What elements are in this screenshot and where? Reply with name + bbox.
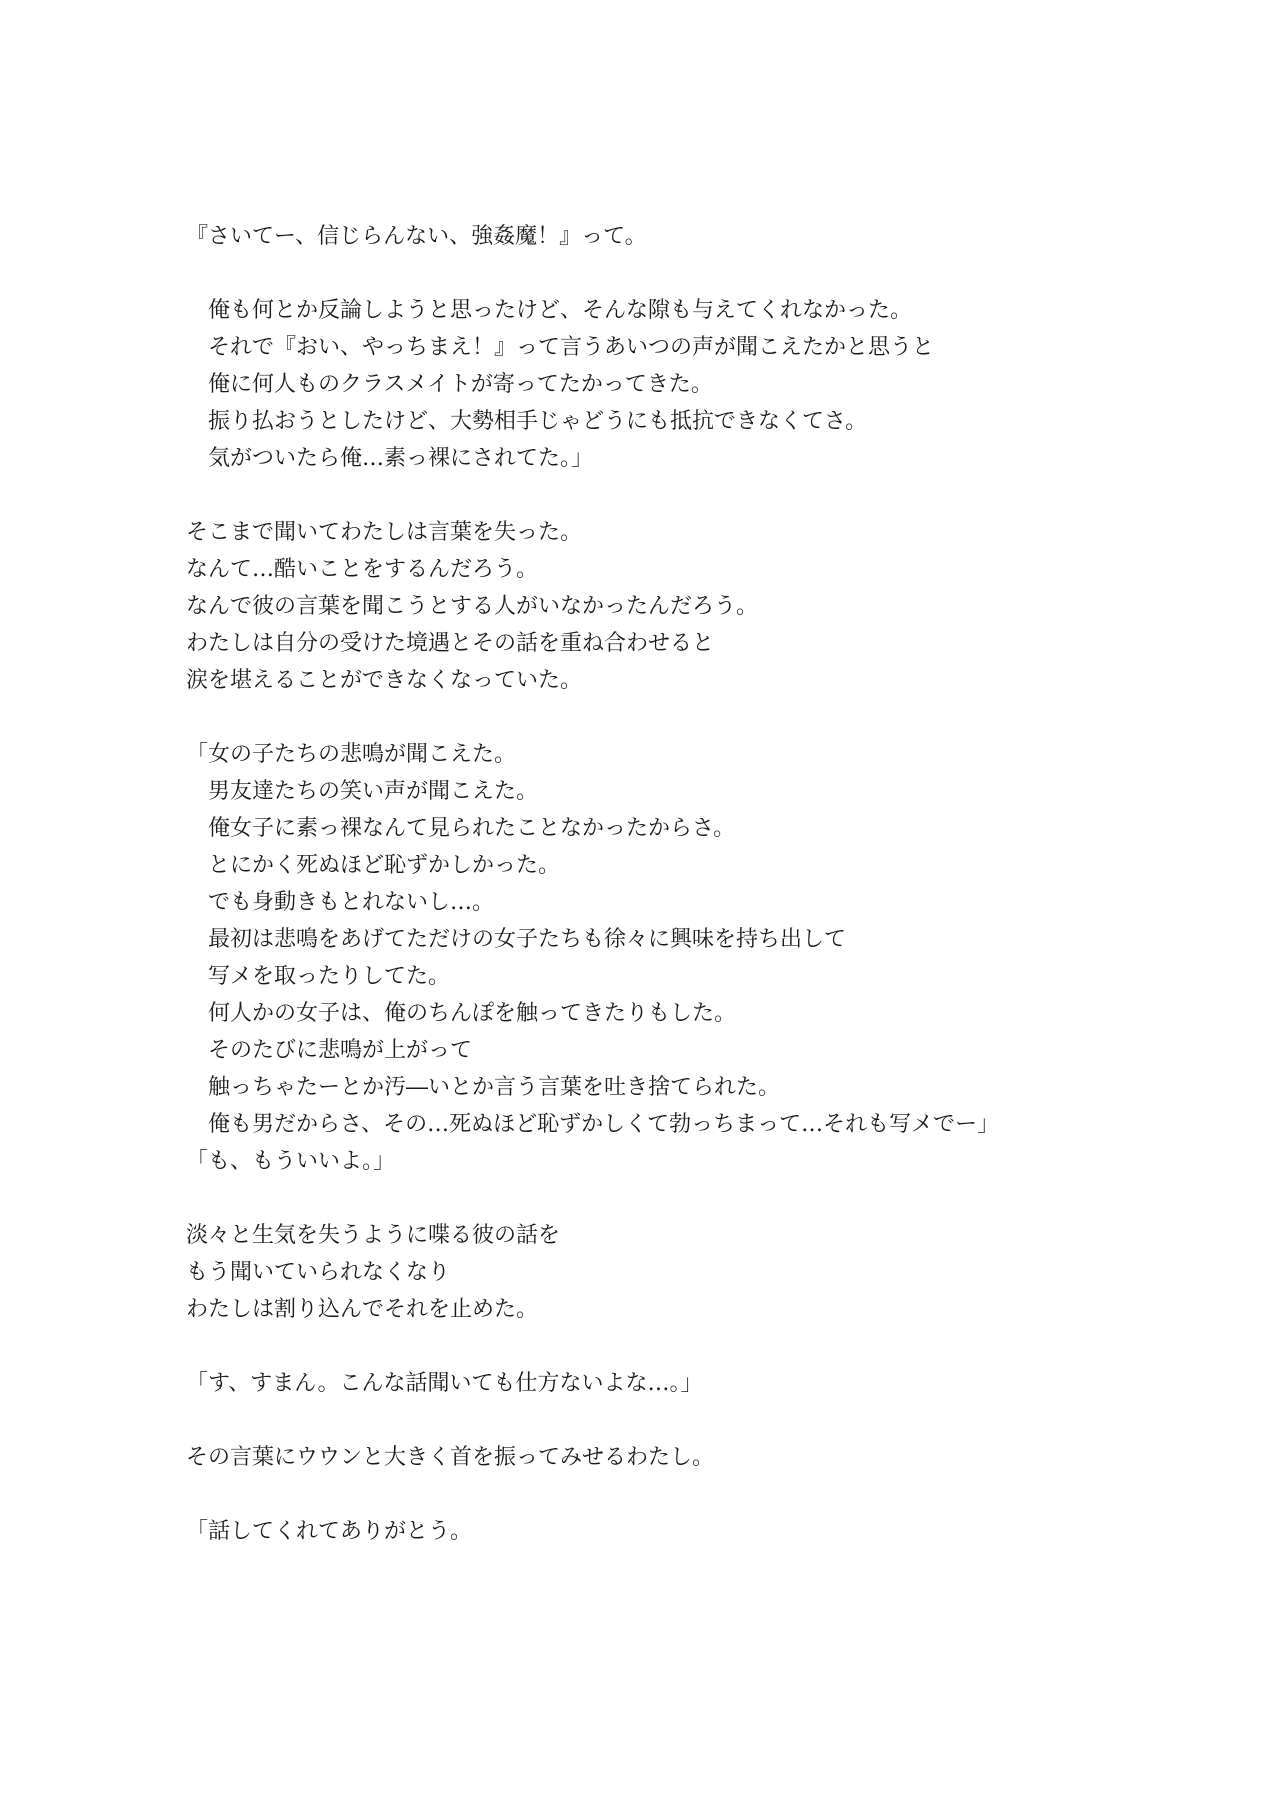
body-text <box>186 218 1206 1550</box>
text-line: わたしは割り込んでそれを止めた。 <box>186 1297 539 1322</box>
text-line: 触っちゃたーとか汚―いとか言う言葉を吐き捨てられた。 <box>208 1075 781 1100</box>
blank-line <box>186 477 1206 514</box>
text-line: 何人かの女子は、俺のちんぽを触ってきたりもした。 <box>208 1001 737 1026</box>
blank-line <box>186 1476 1206 1513</box>
text-line: 男友達たちの笑い声が聞こえた。 <box>208 779 539 804</box>
blank-line <box>186 255 1206 292</box>
text-line: そのたびに悲鳴が上がって <box>208 1038 473 1063</box>
text-line: 振り払おうとしたけど、大勢相手じゃどうにも抵抗できなくてさ。 <box>208 409 868 434</box>
text-line: 俺も何とか反論しようと思ったけど、そんな隙も与えてくれなかった。 <box>208 298 913 323</box>
text-line: 「話してくれてありがとう。 <box>186 1519 473 1544</box>
text-line: もう聞いていられなくなり <box>186 1260 451 1285</box>
text-line: 淡々と生気を失うように喋る彼の話を <box>186 1223 561 1248</box>
text-line: 「女の子たちの悲鳴が聞こえた。 <box>186 742 517 767</box>
text-line: なんて…酷いことをするんだろう。 <box>186 557 539 582</box>
blank-line <box>186 1180 1206 1217</box>
text-line: そこまで聞いてわたしは言葉を失った。 <box>186 520 583 545</box>
text-line: 「も、もういいよ。」 <box>186 1149 396 1174</box>
text-line: とにかく死ぬほど恥ずかしかった。 <box>208 853 561 878</box>
text-line: 『さいてー、信じらんない、強姦魔！』って。 <box>186 224 647 249</box>
blank-line <box>186 699 1206 736</box>
text-line: 「す、すまん。こんな話聞いても仕方ないよな…。」 <box>186 1371 703 1396</box>
text-line: その言葉にウウンと大きく首を振ってみせるわたし。 <box>186 1445 715 1470</box>
text-line: 俺女子に素っ裸なんて見られたことなかったからさ。 <box>208 816 736 841</box>
text-line: わたしは自分の受けた境遇とその話を重ね合わせると <box>186 631 715 656</box>
text-line: 気がついたら俺…素っ裸にされてた。」 <box>208 446 594 471</box>
blank-line <box>186 1402 1206 1439</box>
text-line: 俺も男だからさ、その…死ぬほど恥ずかしくて勃っちまって…それも写メでー」 <box>208 1112 1000 1137</box>
text-line: 写メを取ったりしてた。 <box>208 964 451 989</box>
text-line: でも身動きもとれないし…。 <box>208 890 495 915</box>
text-line: 涙を堪えることができなくなっていた。 <box>186 668 583 693</box>
text-line: なんで彼の言葉を聞こうとする人がいなかったんだろう。 <box>186 594 759 619</box>
text-line: それで『おい、やっちまえ！』って言うあいつの声が聞こえたかと思うと <box>208 335 935 360</box>
blank-line <box>186 1328 1206 1365</box>
text-line: 俺に何人ものクラスメイトが寄ってたかってきた。 <box>208 372 713 397</box>
text-line: 最初は悲鳴をあげてただけの女子たちも徐々に興味を持ち出して <box>208 927 847 952</box>
